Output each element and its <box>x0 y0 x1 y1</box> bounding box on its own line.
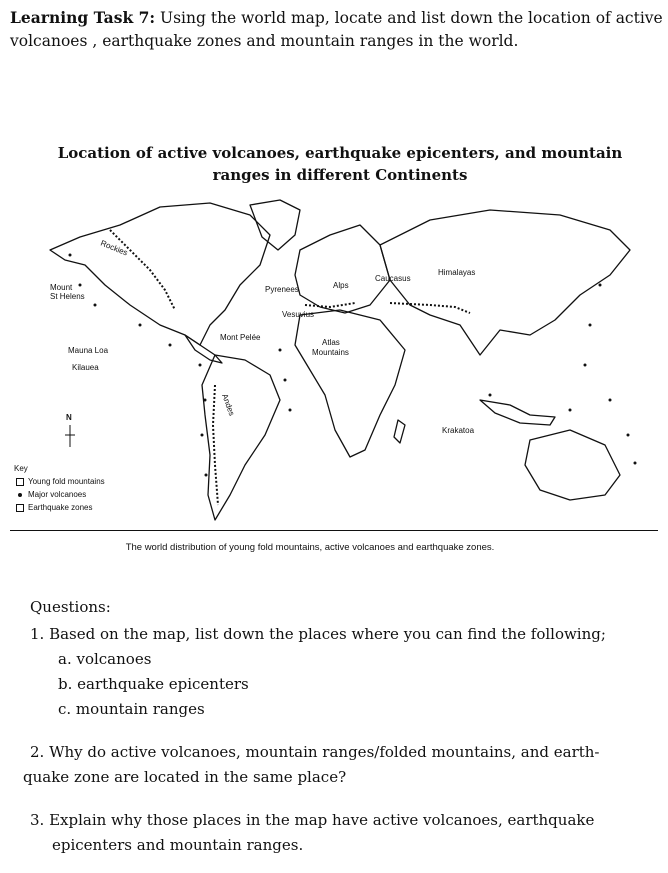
africa-outline <box>295 310 405 457</box>
label-rockies: Rockies <box>99 238 130 258</box>
question-1-item: a. volcanoes <box>58 650 152 668</box>
north-label: N <box>66 413 72 422</box>
dot-icon <box>18 493 22 497</box>
map-bottom-rule <box>10 530 658 531</box>
label-andes: Andes <box>220 392 237 418</box>
label-caucasus: Caucasus <box>375 274 411 283</box>
label-mount-st-helens-1: Mount <box>50 283 73 292</box>
label-krakatoa: Krakatoa <box>442 426 475 435</box>
question-1: 1. Based on the map, list down the places where you can find the following; <box>30 625 606 643</box>
label-kilauea: Kilauea <box>72 363 99 372</box>
question-3: 3. Explain why those places in the map have active volcanoes, earthquake epicenters and mountain ranges. <box>30 811 595 854</box>
question-1-item: c. mountain ranges <box>58 700 205 718</box>
question-2: 2. Why do active volcanoes, mountain ranges/folded mountains, and earth- quake zone are located in the same place? <box>23 743 600 786</box>
label-vesuvius: Vesuvius <box>282 310 315 319</box>
question-1-item: b. earthquake epicenters <box>58 675 249 693</box>
north-america-outline <box>50 203 270 345</box>
label-mount-st-helens-2: St Helens <box>50 292 85 301</box>
label-atlas-2: Mountains <box>312 348 349 357</box>
task-label: Learning Task 7: <box>10 8 156 27</box>
europe-outline <box>295 225 390 313</box>
questions-section <box>23 595 660 858</box>
key-title: Key <box>14 464 28 473</box>
label-mauna-loa: Mauna Loa <box>68 346 109 355</box>
world-map <box>10 195 660 530</box>
key-item: Major volcanoes <box>16 488 105 501</box>
label-alps: Alps <box>333 281 349 290</box>
greenland-outline <box>250 200 300 250</box>
square-icon <box>16 478 24 486</box>
australia-outline <box>525 430 620 500</box>
label-atlas-1: Atlas <box>322 338 340 347</box>
madagascar-outline <box>394 420 405 443</box>
map-caption: The world distribution of young fold mountains, active volcanoes and earthquake zones. <box>125 542 495 553</box>
label-himalayas: Himalayas <box>438 268 476 277</box>
task-text: Using the world map, locate and list down the location of active volcanoes , earthquake zones and mountain ranges in the world. <box>10 9 663 50</box>
questions-heading: Questions: <box>30 598 111 616</box>
key-item: Young fold mountains <box>16 475 105 488</box>
task-instructions <box>10 6 665 53</box>
map-title: Location of active volcanoes, earthquake epicenters, and mountain ranges in different Continents <box>57 144 623 184</box>
key-item: Earthquake zones <box>16 501 105 514</box>
square-icon <box>16 504 24 512</box>
asia-outline <box>380 210 630 355</box>
map-key <box>14 462 105 514</box>
north-arrow-icon <box>65 425 75 447</box>
indonesia-outline <box>480 400 555 425</box>
label-pyrenees: Pyrenees <box>265 285 299 294</box>
label-mont-pelee: Mont Pelée <box>220 333 261 342</box>
